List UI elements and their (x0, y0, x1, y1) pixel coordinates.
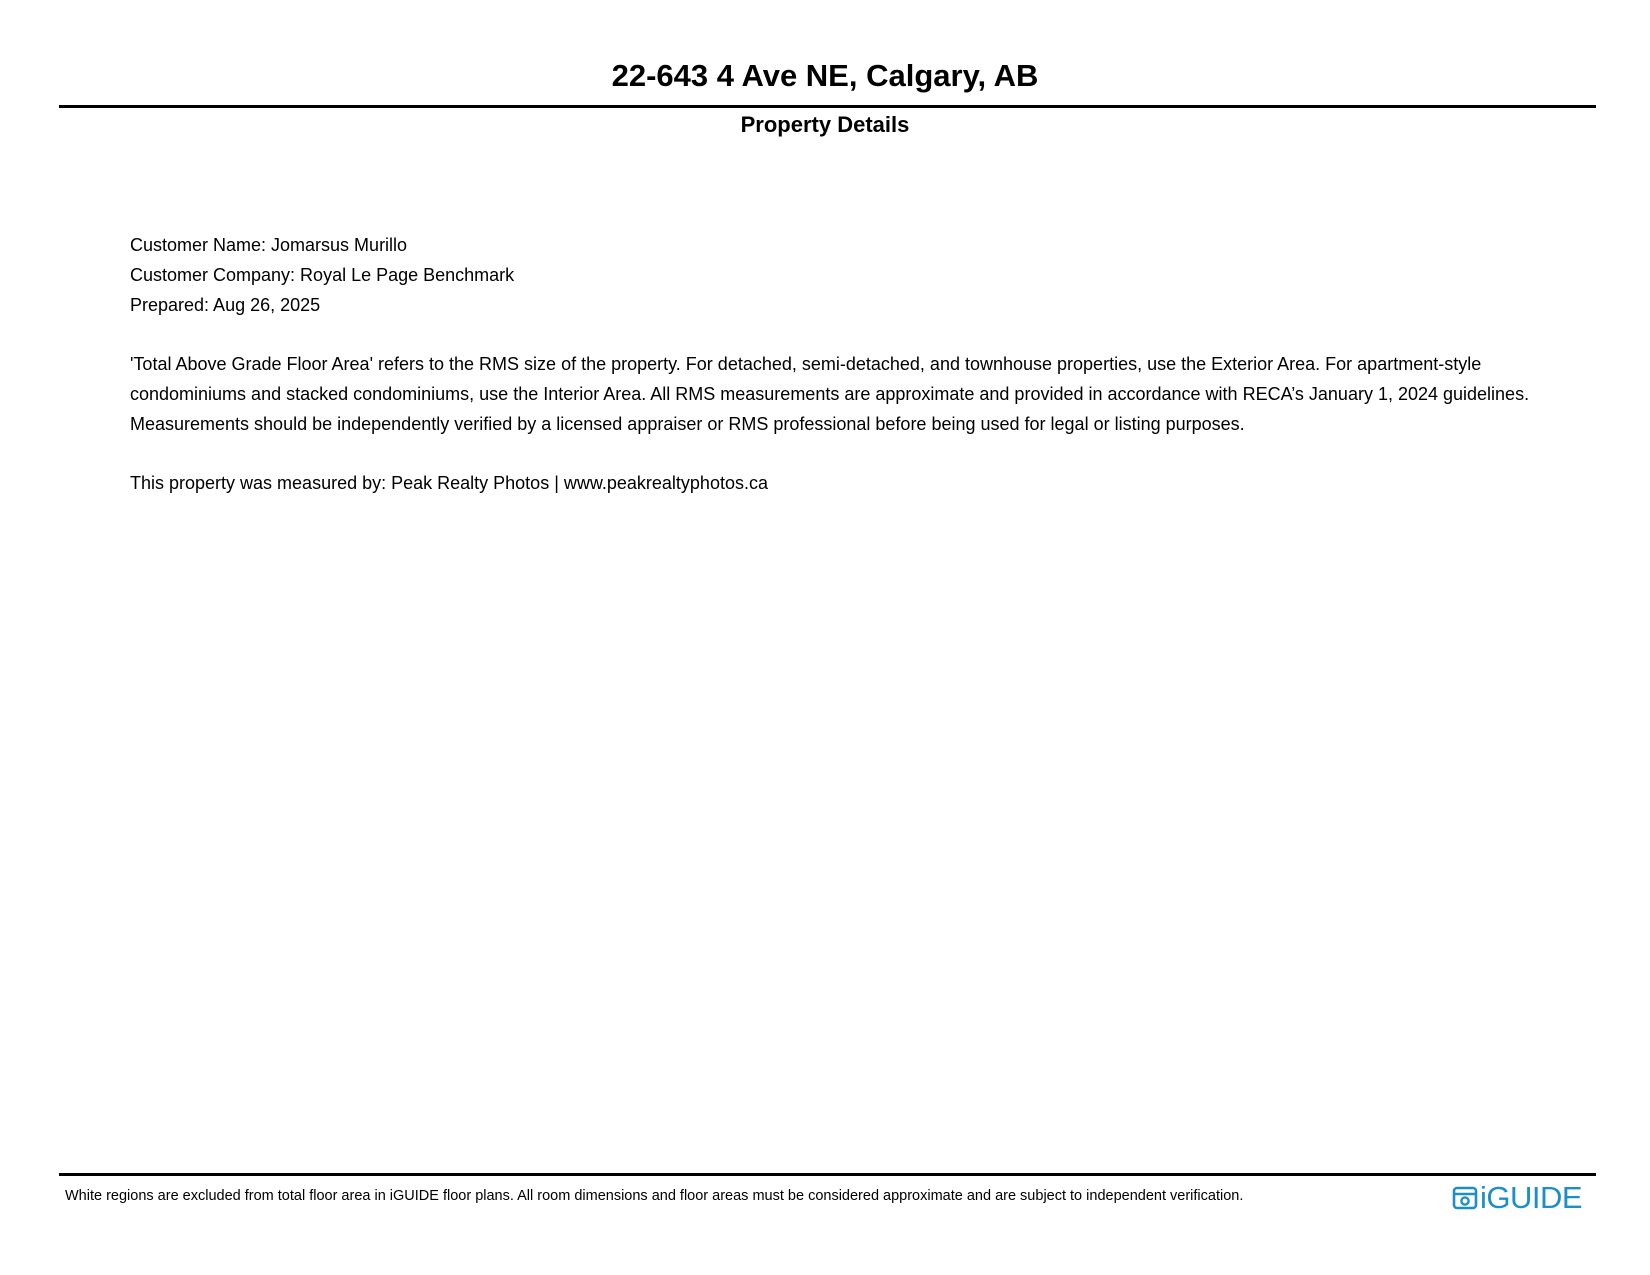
header-divider (59, 105, 1596, 108)
customer-company: Customer Company: Royal Le Page Benchmark (130, 265, 515, 285)
prepared-date: Prepared: Aug 26, 2025 (130, 295, 321, 315)
page-title: 22-643 4 Ave NE, Calgary, AB (611, 58, 1039, 93)
spacer (130, 439, 1530, 468)
iguide-logo (1452, 1182, 1582, 1214)
customer-name: Customer Name: Jomarsus Murillo (130, 235, 408, 255)
footer-divider (59, 1173, 1596, 1176)
iguide-wordmark: iGUIDE (1480, 1180, 1583, 1215)
page-subtitle: Property Details (740, 112, 910, 137)
footer-note: White regions are excluded from total floor area in iGUIDE floor plans. All room dimensions and floor areas must be considered approximate and are subject to independent verification. (65, 1188, 1244, 1204)
iguide-camera-icon (1452, 1185, 1478, 1211)
measured-by: This property was measured by: Peak Realty Photos | www.peakrealtyphotos.ca (130, 473, 768, 493)
rms-disclaimer: 'Total Above Grade Floor Area' refers to the RMS size of the property. For detached, semi-detached, and townhouse properties, use the Exterior Area. For apartment-style condominiums and stacked condominiums, use the Interior Area. All RMS measurements are approximate and provided in accordance with RECA’s January 1, 2024 guidelines. Measurements should be independently verified by a licensed appraiser or RMS professional before being used for legal or listing purposes. (130, 354, 1530, 434)
property-details (130, 230, 1530, 498)
spacer (130, 320, 1530, 349)
